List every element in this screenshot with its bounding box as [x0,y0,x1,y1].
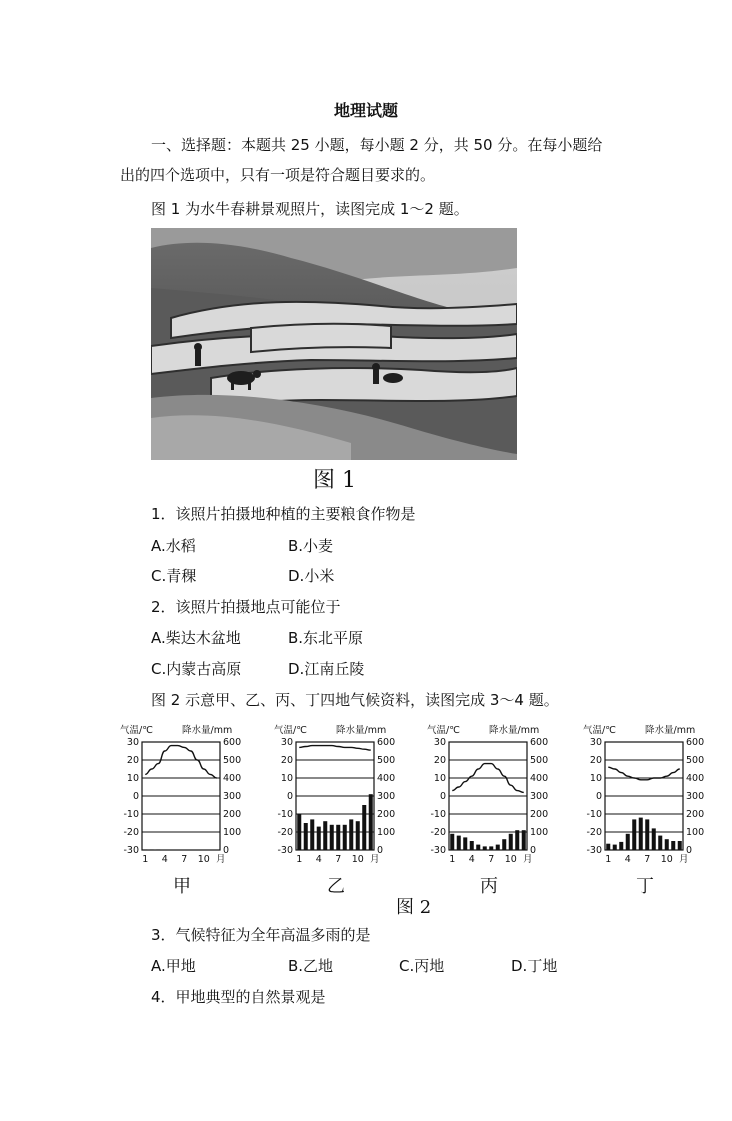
precipitation-bar [619,842,623,850]
temperature-tick-label: 0 [595,791,602,802]
temperature-axis-label: 气温/℃ [583,725,616,736]
month-tick-label: 7 [335,854,342,865]
temperature-axis-label: 气温/℃ [120,725,153,736]
precipitation-tick-label: 400 [377,773,396,784]
precipitation-tick-label: 200 [223,809,242,820]
q1-option-d: D.小米 [288,567,335,585]
precipitation-tick-label: 500 [223,755,242,766]
temperature-axis-label: 气温/℃ [274,725,307,736]
precipitation-bar [678,841,682,850]
climate-chart-svg [427,722,567,867]
precipitation-bar [658,836,662,850]
precipitation-bar [310,819,314,850]
precipitation-tick-label: 200 [530,809,549,820]
precipitation-bar [369,794,373,850]
precipitation-tick-label: 400 [686,773,705,784]
precipitation-bar [450,834,454,850]
precipitation-bar [606,844,610,850]
precipitation-bar [156,849,160,850]
month-unit-label: 月 [370,854,380,865]
q2-stem: 2．该照片拍摄地点可能位于 [151,598,341,616]
temperature-tick-label: 0 [439,791,446,802]
place-label-jia: 甲 [173,876,191,897]
precipitation-bar [349,819,353,850]
precipitation-tick-label: 0 [530,845,537,856]
climate-chart-bing [427,722,567,867]
temperature-tick-label: 20 [126,755,139,766]
place-label-yi: 乙 [327,876,345,897]
climate-chart-svg [274,722,414,867]
q1-option-b: B.小麦 [288,537,334,555]
precipitation-bar [336,825,340,850]
precipitation-bar [323,821,327,850]
precipitation-tick-label: 0 [686,845,693,856]
section-intro-line2: 出的四个选项中，只有一项是符合题目要求的。 [120,166,436,184]
q4-stem: 4．甲地典型的自然景观是 [151,988,326,1006]
precipitation-bar [632,819,636,850]
figure1-caption: 图 1 [313,468,356,493]
precipitation-bar [356,821,360,850]
q1-option-c: C.青稞 [151,567,197,585]
figure1-prompt: 图 1 为水牛春耕景观照片，读图完成 1～2 题。 [151,200,469,218]
temperature-tick-label: -30 [277,845,293,856]
temperature-tick-label: -10 [586,809,602,820]
precipitation-bar [671,841,675,850]
temperature-tick-label: 10 [280,773,293,784]
precipitation-tick-label: 100 [530,827,549,838]
precipitation-bar [476,845,480,850]
month-tick-label: 10 [351,854,364,865]
temperature-tick-label: 0 [286,791,293,802]
temperature-tick-label: -20 [586,827,602,838]
temperature-tick-label: 20 [589,755,602,766]
precipitation-bar [470,841,474,850]
temperature-tick-label: 10 [589,773,602,784]
temperature-tick-label: -10 [430,809,446,820]
month-tick-label: 7 [488,854,495,865]
precipitation-bar [304,823,308,850]
precipitation-tick-label: 0 [377,845,384,856]
month-tick-label: 4 [161,854,168,865]
precipitation-tick-label: 400 [223,773,242,784]
month-tick-label: 1 [449,854,456,865]
temperature-tick-label: 30 [589,737,602,748]
temperature-tick-label: -20 [430,827,446,838]
precipitation-bar [645,819,649,850]
temperature-tick-label: 10 [126,773,139,784]
q2-option-d: D.江南丘陵 [288,660,365,678]
month-tick-label: 10 [660,854,673,865]
precipitation-tick-label: 300 [686,791,705,802]
precipitation-tick-label: 0 [223,845,230,856]
precipitation-bar [489,846,493,850]
temperature-line [145,746,217,778]
precipitation-bar [613,845,617,850]
section-intro-line1: 一、选择题：本题共 25 小题，每小题 2 分，共 50 分。在每小题给 [151,136,603,154]
temperature-tick-label: 10 [433,773,446,784]
terrace-ploughing-photo [151,228,517,460]
month-tick-label: 7 [644,854,651,865]
temperature-tick-label: 0 [132,791,139,802]
figure2-caption: 图 2 [396,897,432,918]
temperature-tick-label: 20 [280,755,293,766]
q1-stem: 1．该照片拍摄地种植的主要粮食作物是 [151,505,416,523]
temperature-tick-label: 30 [126,737,139,748]
precipitation-tick-label: 100 [686,827,705,838]
figure2-prompt: 图 2 示意甲、乙、丙、丁四地气候资料，读图完成 3～4 题。 [151,691,559,709]
precipitation-axis-label: 降水量/mm [645,725,696,736]
temperature-line [299,746,371,751]
precipitation-bar [626,834,630,850]
q3-option-d: D.丁地 [511,957,558,975]
precipitation-tick-label: 500 [530,755,549,766]
q2-option-b: B.东北平原 [288,629,364,647]
q3-stem: 3．气候特征为全年高温多雨的是 [151,926,371,944]
temperature-tick-label: 30 [280,737,293,748]
precipitation-bar [150,849,154,850]
precipitation-tick-label: 600 [223,737,242,748]
temperature-tick-label: -20 [123,827,139,838]
precipitation-bar [317,827,321,850]
month-tick-label: 7 [181,854,188,865]
month-tick-label: 1 [605,854,612,865]
precipitation-tick-label: 600 [686,737,705,748]
month-tick-label: 4 [315,854,322,865]
climate-chart-ding [583,722,723,867]
precipitation-bar [297,814,301,850]
climate-chart-jia [120,722,260,867]
temperature-tick-label: -30 [123,845,139,856]
temperature-tick-label: 30 [433,737,446,748]
precipitation-tick-label: 500 [686,755,705,766]
q2-option-c: C.内蒙古高原 [151,660,242,678]
precipitation-tick-label: 300 [530,791,549,802]
precipitation-bar [652,828,656,850]
precipitation-axis-label: 降水量/mm [182,725,233,736]
precipitation-bar [143,849,147,850]
precipitation-bar [639,818,643,850]
precipitation-bar [362,805,366,850]
precipitation-axis-label: 降水量/mm [489,725,540,736]
q3-option-b: B.乙地 [288,957,334,975]
precipitation-tick-label: 300 [223,791,242,802]
month-tick-label: 1 [296,854,303,865]
precipitation-tick-label: 400 [530,773,549,784]
precipitation-bar [496,845,500,850]
temperature-tick-label: -10 [123,809,139,820]
climate-chart-yi [274,722,414,867]
month-tick-label: 1 [142,854,149,865]
precipitation-tick-label: 500 [377,755,396,766]
precipitation-bar [509,834,513,850]
precipitation-bar [330,825,334,850]
precipitation-bar [463,837,467,850]
month-unit-label: 月 [679,854,689,865]
temperature-tick-label: -20 [277,827,293,838]
q1-option-a: A.水稻 [151,537,196,555]
temperature-axis-label: 气温/℃ [427,725,460,736]
climate-chart-svg [120,722,260,867]
month-tick-label: 4 [468,854,475,865]
climate-chart-svg [583,722,723,867]
q3-option-c: C.丙地 [399,957,445,975]
month-tick-label: 10 [504,854,517,865]
month-unit-label: 月 [216,854,226,865]
precipitation-tick-label: 300 [377,791,396,802]
temperature-tick-label: -30 [586,845,602,856]
precipitation-tick-label: 100 [223,827,242,838]
temperature-tick-label: -10 [277,809,293,820]
precipitation-bar [343,825,347,850]
precipitation-bar [502,839,506,850]
precipitation-bar [457,836,461,850]
precipitation-bar [665,839,669,850]
precipitation-tick-label: 600 [377,737,396,748]
month-unit-label: 月 [523,854,533,865]
place-label-ding: 丁 [636,876,654,897]
q3-option-a: A.甲地 [151,957,196,975]
temperature-tick-label: -30 [430,845,446,856]
precipitation-tick-label: 200 [377,809,396,820]
paper-title: 地理试题 [333,101,398,120]
precipitation-tick-label: 200 [686,809,705,820]
temperature-tick-label: 20 [433,755,446,766]
precipitation-tick-label: 600 [530,737,549,748]
precipitation-axis-label: 降水量/mm [336,725,387,736]
q2-option-a: A.柴达木盆地 [151,629,241,647]
precipitation-bar [522,830,526,850]
precipitation-tick-label: 100 [377,827,396,838]
precipitation-bar [483,846,487,850]
place-label-bing: 丙 [480,876,498,897]
month-tick-label: 4 [624,854,631,865]
month-tick-label: 10 [197,854,210,865]
precipitation-bar [515,830,519,850]
